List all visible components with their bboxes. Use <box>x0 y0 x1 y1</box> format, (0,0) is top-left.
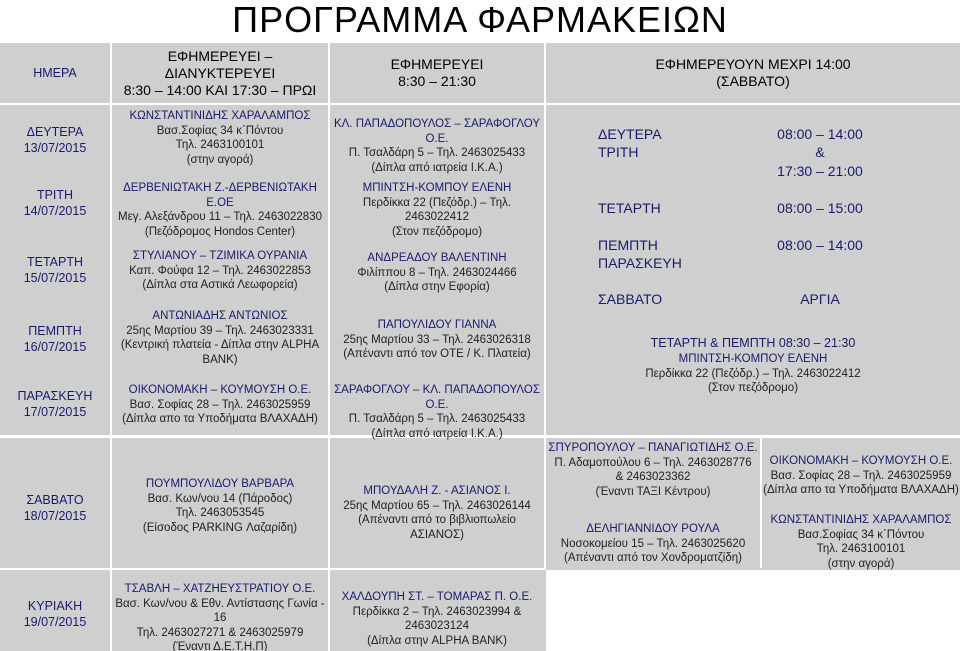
saturday-pharmacy-a <box>546 441 760 499</box>
header-day <box>0 43 110 103</box>
pharmacy-phone: & 2463023362 <box>615 471 691 483</box>
pharmacy-name: ΚΩΝΣΤΑΝΤΙΝΙΔΗΣ ΧΑΡΑΛΑΜΠΟΣ <box>129 110 311 122</box>
pharmacy-note: (Είσοδος PARKING Λαζαρίδη) <box>142 521 298 534</box>
pharmacy-note: (Έναντι ΤΑΞΙ Κέντρου) <box>595 485 711 498</box>
hours-wed: ΤΕΤΑΡΤΗ <box>598 200 661 216</box>
saturday-pharmacy-d <box>762 513 960 571</box>
pharmacy-note: (στην αγορά) <box>827 557 895 570</box>
pharmacy-address: Μεγ. Αλεξάνδρου 11 – Τηλ. 2463022830 <box>117 211 322 223</box>
hours-tue: ΤΡΙΤΗ <box>598 144 639 160</box>
pharmacy-name: ΔΕΡΒΕΝΙΩΤΑΚΗ Ζ.-ΔΕΡΒΕΝΙΩΤΑΚΗ Ε.ΟΕ <box>123 182 317 209</box>
night-pharmacy-friday <box>112 383 328 427</box>
night-pharmacy-saturday <box>112 477 328 535</box>
day-name: ΠΑΡΑΣΚΕΥΗ <box>17 389 93 403</box>
pharmacy-address: Φιλίππου 8 – Τηλ. 2463024466 <box>357 266 517 279</box>
header-saturday-line2: (ΣΑΒΒΑΤΟ) <box>716 73 790 89</box>
day-date: 13/07/2015 <box>23 141 87 155</box>
night-pharmacy-wednesday <box>112 249 328 293</box>
pharmacy-name: ΣΑΡΑΦΟΓΛΟΥ – ΚΛ. ΠΑΠΑΔΟΠΟΥΛΟΣ Ο.Ε. <box>334 384 540 411</box>
header-night-line1: ΕΦΗΜΕΡΕΥΕΙ – ΔΙΑΝΥΚΤΕΡΕΥΕΙ <box>164 47 276 81</box>
pharmacy-note: (Απέναντι από το βιβλιοπωλείο ΑΣΙΑΝΟΣ) <box>358 514 516 541</box>
day-date: 14/07/2015 <box>23 204 87 218</box>
header-day-line1: ΕΦΗΜΕΡΕΥΕΙ <box>390 56 484 72</box>
day-wednesday <box>0 254 110 286</box>
pharmacy-name: ΣΤΥΛΙΑΝΟΥ – ΤΖΙΜΙΚΑ ΟΥΡΑΝΙΑ <box>132 250 308 262</box>
day-date: 19/07/2015 <box>23 615 87 629</box>
pharmacy-address: 25ης Μαρτίου 65 – Τηλ. 2463026144 <box>343 499 531 512</box>
hours-thufri-time: 08:00 – 14:00 <box>777 237 863 253</box>
pharmacy-note: (Δίπλα στα Αστικά Λεωφορεία) <box>142 279 298 291</box>
pharmacy-note: (Απέναντι από τον ΟΤΕ / Κ. Πλατεία) <box>343 348 531 360</box>
pharmacy-phone: Τηλ. 2463100101 <box>816 543 906 555</box>
header-night-duty <box>112 43 328 103</box>
pharmacy-note-cont: BANK) <box>202 353 238 366</box>
day-name: ΚΥΡΙΑΚΗ <box>27 599 83 613</box>
saturday-pharmacy-b <box>546 522 760 566</box>
day-pharmacy-saturday <box>330 484 544 542</box>
day-tuesday <box>0 187 110 219</box>
day-pharmacy-friday <box>330 383 544 441</box>
pharmacy-address: Βασ. Σοφίας 28 – Τηλ. 2463025959 <box>770 469 952 482</box>
pharmacy-name: ΜΠΙΝΤΣΗ-ΚΟΜΠΟΥ ΕΛΕΝΗ <box>362 182 512 194</box>
hours-sat-time: ΑΡΓΙΑ <box>800 291 840 307</box>
day-name: ΤΡΙΤΗ <box>36 188 74 202</box>
pharmacy-name: ΜΠΟΥΔΑΛΗ Ζ. - ΑΣΙΑΝΟΣ Ι. <box>363 485 511 497</box>
pharmacy-name: ΧΑΛΔΟΥΠΗ ΣΤ. – ΤΟΜΑΡΑΣ Π. Ο.Ε. <box>341 591 533 603</box>
special-duty-notice <box>546 334 960 396</box>
night-pharmacy-sunday <box>112 582 328 651</box>
day-name: ΔΕΥΤΕΡΑ <box>26 125 84 139</box>
hours-fri: ΠΑΡΑΣΚΕΥΗ <box>598 255 682 271</box>
pharmacy-name: ΠΑΠΟΥΛΙΔΟΥ ΓΙΑΝΝΑ <box>377 319 497 331</box>
page-title: ΠΡΟΓΡΑΜΜΑ ΦΑΡΜΑΚΕΙΩΝ <box>232 0 728 40</box>
pharmacy-name: ΤΣΑΒΛΗ – ΧΑΤΖΗΕΥΣΤΡΑΤΙΟΥ Ο.Ε. <box>124 583 316 595</box>
pharmacy-address: Π. Τσαλδάρη 5 – Τηλ. 2463025433 <box>348 147 526 159</box>
day-pharmacy-sunday <box>330 590 544 648</box>
pharmacy-name: ΑΝΔΡΕΑΔΟΥ ΒΑΛΕΝΤΙΝΗ <box>367 252 507 264</box>
night-pharmacy-monday <box>112 109 328 167</box>
day-date: 17/07/2015 <box>23 405 87 419</box>
pharmacy-note: (Κεντρική πλατεία - Δίπλα στην ALPHA <box>120 339 320 351</box>
pharmacy-note: (Απέναντι από τον Χονδροματζίδη) <box>564 552 742 564</box>
day-pharmacy-tuesday <box>330 181 544 239</box>
pharmacy-address: Π. Αδαμοπούλου 6 – Τηλ. 2463028776 <box>554 456 752 469</box>
hours-thu: ΠΕΜΠΤΗ <box>598 237 658 253</box>
pharmacy-address: Νοσοκομείου 15 – Τηλ. 2463025620 <box>560 537 746 550</box>
hours-montue-time2: 17:30 – 21:00 <box>777 163 863 179</box>
day-sunday <box>0 598 110 630</box>
day-pharmacy-monday <box>330 117 544 175</box>
pharmacy-address: Βασ. Σοφίας 28 – Τηλ. 2463025959 <box>129 398 311 411</box>
hours-montue-time1: 08:00 – 14:00 <box>777 126 863 142</box>
day-name: ΣΑΒΒΑΤΟ <box>26 493 84 507</box>
pharmacy-address: Βασ.Σοφίας 34 κ΄Πόντου <box>797 528 925 541</box>
pharmacy-name: ΑΝΤΩΝΙΑΔΗΣ ΑΝΤΩΝΙΟΣ <box>152 310 288 322</box>
day-date: 18/07/2015 <box>23 509 87 523</box>
pharmacy-phone: Τηλ. 2463027271 & 2463025979 <box>136 626 304 639</box>
pharmacy-address: Π. Τσαλδάρη 5 – Τηλ. 2463025433 <box>348 413 526 425</box>
day-name: ΤΕΤΑΡΤΗ <box>26 255 84 269</box>
day-pharmacy-wednesday <box>330 251 544 295</box>
pharmacy-note: (Δίπλα στην ALPHA BANK) <box>367 634 507 647</box>
header-day-label: ΗΜΕΡΑ <box>33 66 77 80</box>
night-pharmacy-thursday <box>112 309 328 367</box>
day-monday <box>0 124 110 156</box>
pharmacy-address: Βασ.Σοφίας 34 κ΄Πόντου <box>156 124 284 137</box>
day-date: 15/07/2015 <box>23 271 87 285</box>
pharmacy-note: (Δίπλα από ιατρεία Ι.Κ.Α.) <box>371 161 503 174</box>
pharmacy-name: ΠΟΥΜΠΟΥΛΙΔΟΥ ΒΑΡΒΑΡΑ <box>145 478 295 490</box>
special-line2: ΜΠΙΝΤΣΗ-ΚΟΜΠΟΥ ΕΛΕΝΗ <box>678 353 828 365</box>
empty-area <box>546 570 960 651</box>
pharmacy-address: 25ης Μαρτίου 33 – Τηλ. 2463026318 <box>343 333 531 346</box>
pharmacy-name: ΣΠΥΡΟΠΟΥΛΟΥ – ΠΑΝΑΓΙΩΤΙΔΗΣ Ο.Ε. <box>548 442 758 454</box>
pharmacy-note: (Δίπλα απο τα Υποδήματα ΒΛΑΧΑΔΗ) <box>122 413 318 425</box>
day-friday <box>0 388 110 420</box>
header-night-line2: 8:30 – 14:00 ΚΑΙ 17:30 – ΠΡΩΙ <box>123 81 317 98</box>
night-pharmacy-tuesday <box>112 181 328 239</box>
header-saturday <box>546 43 960 103</box>
special-line4: (Στον πεζόδρομο) <box>707 382 799 394</box>
header-day-duty <box>330 43 544 103</box>
hours-sat: ΣΑΒΒΑΤΟ <box>598 291 663 307</box>
header-saturday-line1: ΕΦΗΜΕΡΕΥΟΥΝ ΜΕΧΡΙ 14:00 <box>655 56 851 72</box>
day-pharmacy-thursday <box>330 318 544 362</box>
row-divider <box>0 568 546 570</box>
pharmacy-note: (Δίπλα στην Εφορία) <box>384 281 490 293</box>
hours-mon: ΔΕΥΤΕΡΑ <box>598 126 662 142</box>
pharmacy-address: Περδίκκα 22 (Πεζόδρ.) – Τηλ. 2463022412 <box>362 196 512 223</box>
special-line1: ΤΕΤΑΡΤΗ & ΠΕΜΠΤΗ 08:30 – 21:30 <box>650 336 856 350</box>
pharmacy-note: (Πεζόδρομος Hondos Center) <box>144 225 296 238</box>
pharmacy-note: (Δίπλα από ιατρεία Ι.Κ.Α.) <box>371 427 503 440</box>
pharmacy-name: ΚΩΝΣΤΑΝΤΙΝΙΔΗΣ ΧΑΡΑΛΑΜΠΟΣ <box>770 514 952 526</box>
header-day-line2: 8:30 – 21:30 <box>398 73 476 89</box>
pharmacy-address: Περδίκκα 2 – Τηλ. 2463023994 & 2463023124 <box>352 605 522 632</box>
day-thursday <box>0 323 110 355</box>
pharmacy-note: (Στον πεζόδρομο) <box>391 225 483 238</box>
day-saturday <box>0 492 110 524</box>
pharmacy-note: (Έναντι Δ.Ε.Τ.Η.Π) <box>172 641 268 651</box>
pharmacy-note: (Δίπλα απο τα Υποδήματα ΒΛΑΧΑΔΗ) <box>763 484 959 496</box>
pharmacy-name: ΚΛ. ΠΑΠΑΔΟΠΟΥΛΟΣ – ΣΑΡΑΦΟΓΛΟΥ Ο.Ε. <box>333 118 541 145</box>
pharmacy-address: Βασ. Κων/νου 14 (Πάροδος) <box>147 492 293 505</box>
pharmacy-phone: Τηλ. 2463100101 <box>175 139 265 151</box>
pharmacy-name: ΟΙΚΟΝΟΜΑΚΗ – ΚΟΥΜΟΥΣΗ Ο.Ε. <box>769 455 953 467</box>
saturday-pharmacy-c <box>762 454 960 498</box>
pharmacy-address: Βασ. Κων/νου & Εθν. Αντίστασης Γωνία - 16 <box>115 597 325 624</box>
day-date: 16/07/2015 <box>23 340 87 354</box>
pharmacy-name: ΔΕΛΗΓΙΑΝΝΙΔΟΥ ΡΟΥΛΑ <box>586 523 720 535</box>
pharmacy-note: (στην αγορά) <box>186 153 254 166</box>
hours-amp: & <box>815 144 825 160</box>
pharmacy-phone: Τηλ. 2463053545 <box>175 507 265 519</box>
pharmacy-name: ΟΙΚΟΝΟΜΑΚΗ – ΚΟΥΜΟΥΣΗ Ο.Ε. <box>128 384 312 396</box>
day-name: ΠΕΜΠΤΗ <box>28 324 82 338</box>
pharmacy-address: 25ης Μαρτίου 39 – Τηλ. 2463023331 <box>126 324 314 337</box>
hours-wed-time: 08:00 – 15:00 <box>777 200 863 216</box>
special-line3: Περδίκκα 22 (Πεζόδρ.) – Τηλ. 2463022412 <box>645 367 861 380</box>
pharmacy-address: Καπ. Φούφα 12 – Τηλ. 2463022853 <box>129 264 311 277</box>
